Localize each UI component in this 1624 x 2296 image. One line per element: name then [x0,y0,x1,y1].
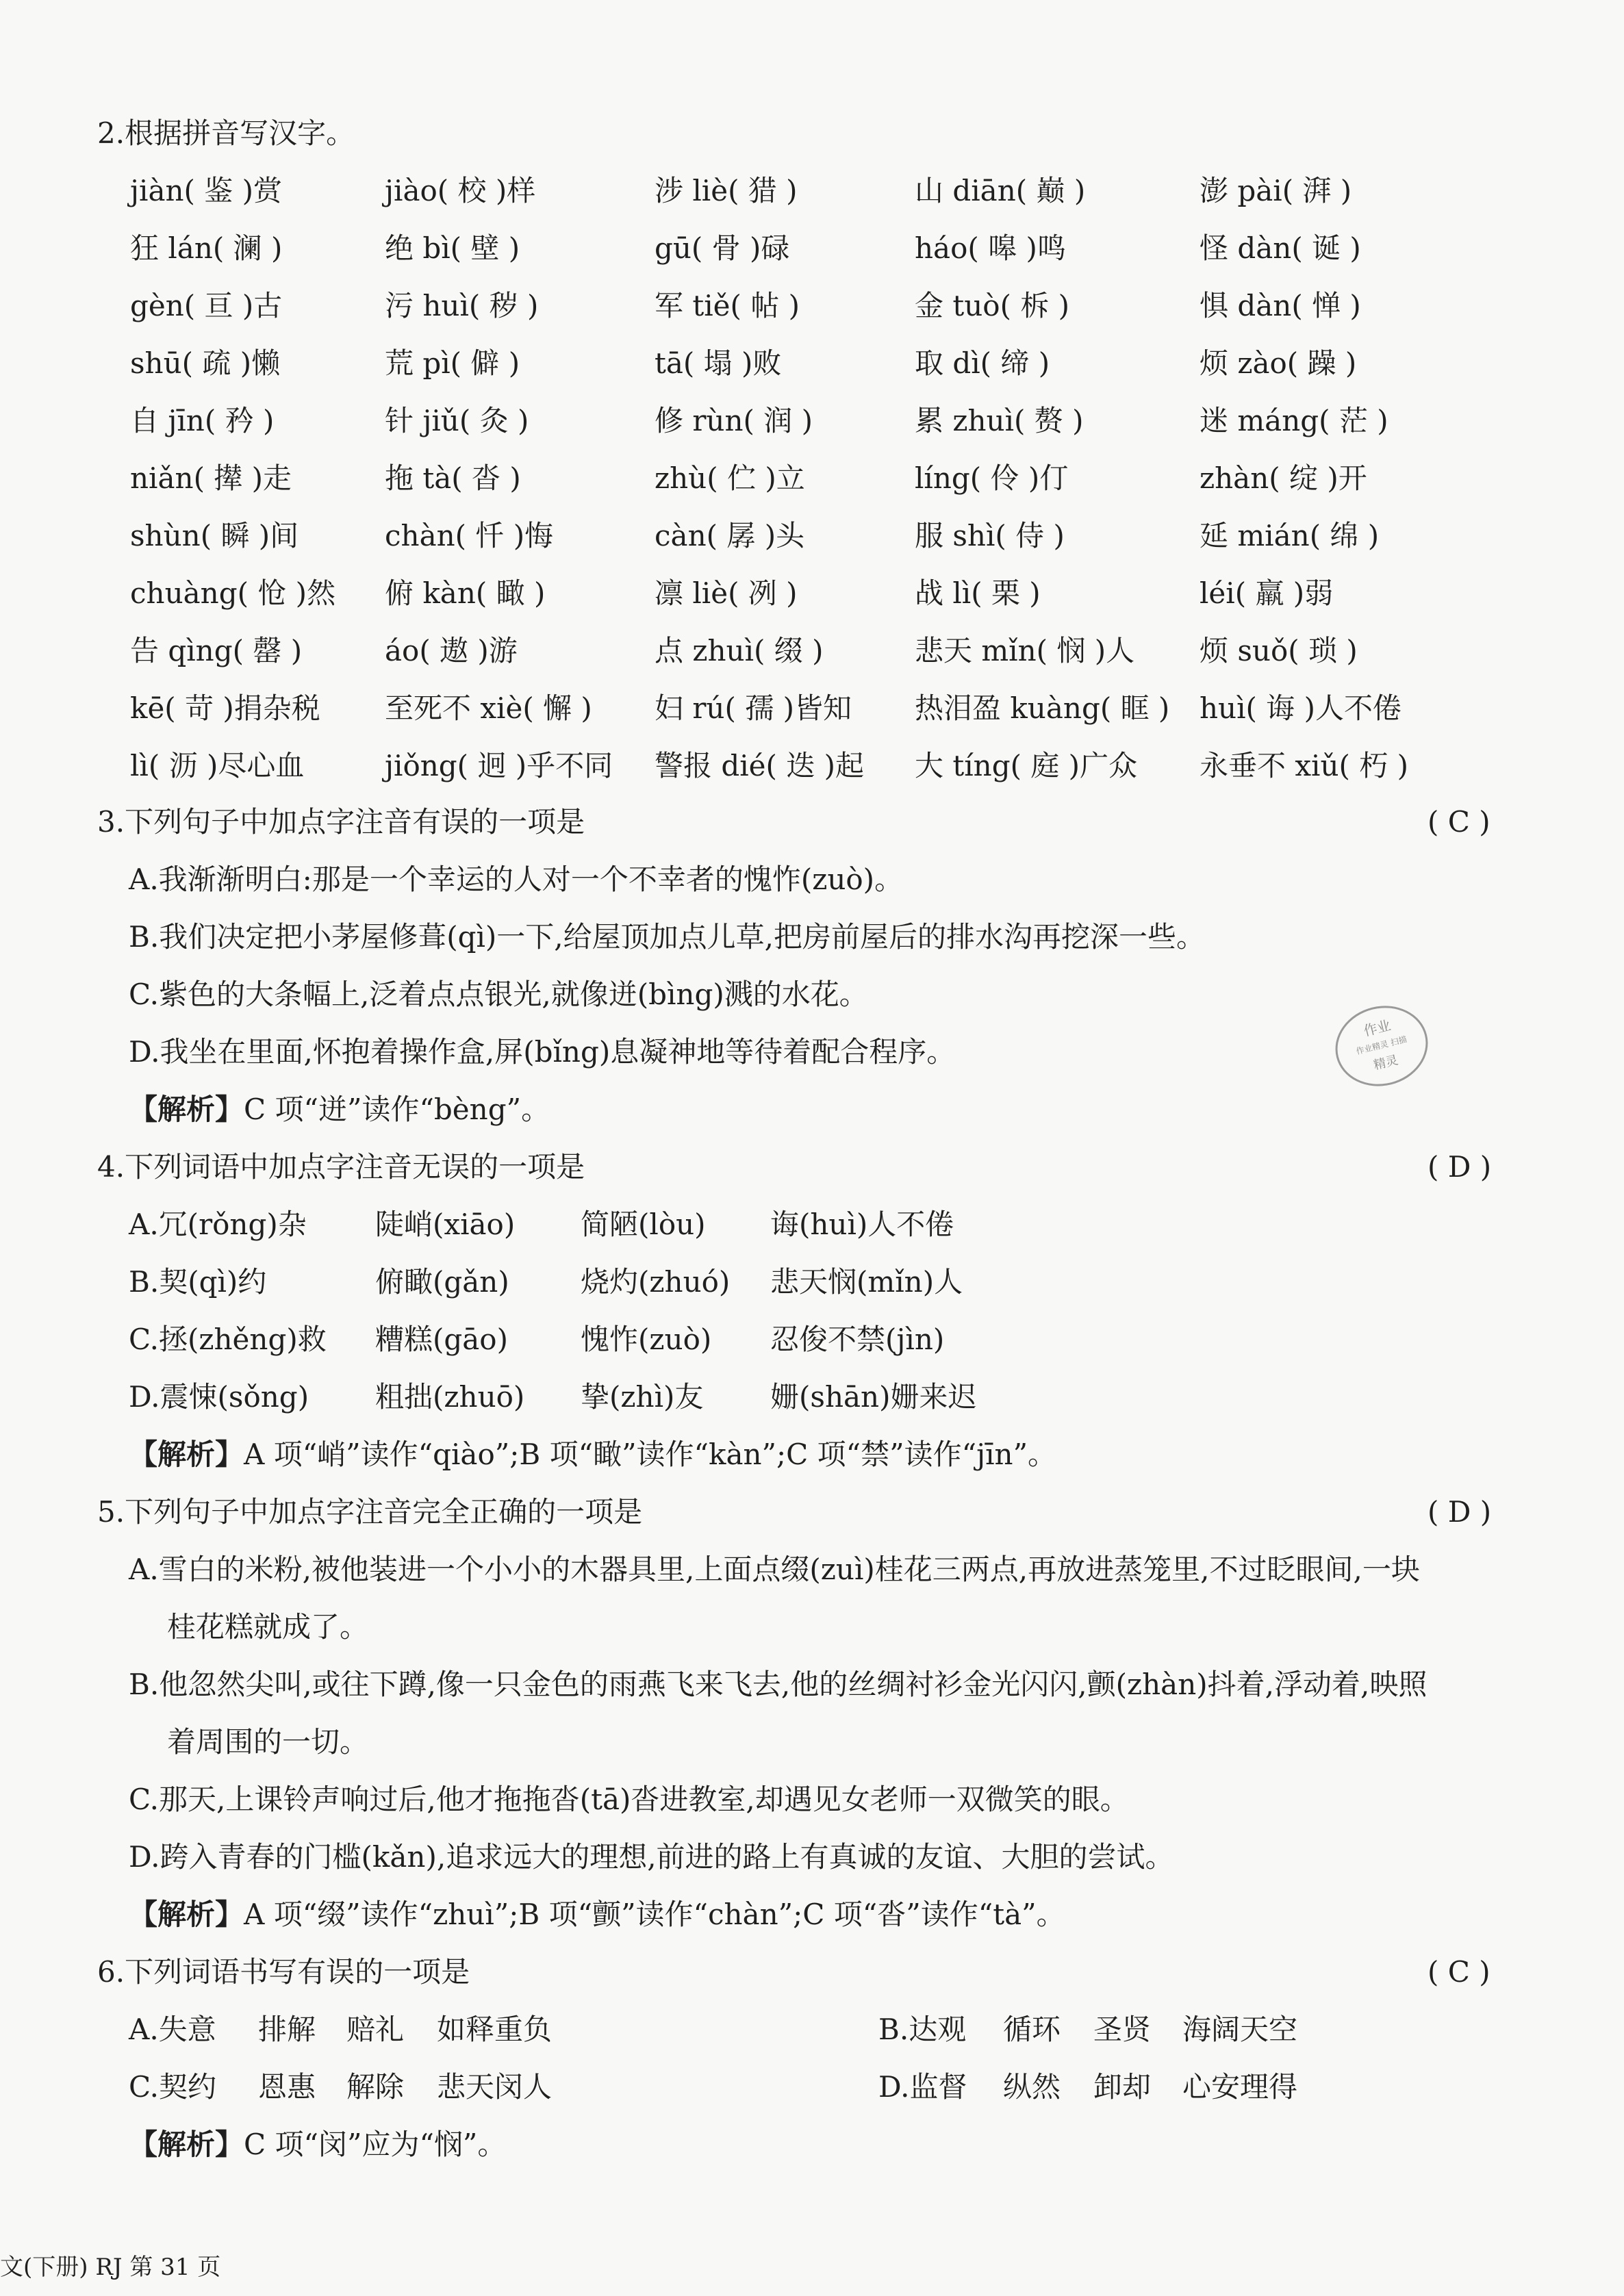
pinyin-item: 服 shì( 侍 ) [915,519,1065,552]
pinyin-item: 烦 zào( 躁 ) [1200,346,1357,380]
q3-option-d: D.我坐在里面,怀抱着操作盒,屏(bǐng)息凝神地等待着配合程序。 [129,1035,956,1069]
q6-option-item: B.达观 [878,2013,967,2046]
pinyin-item: 惧 dàn( 惮 ) [1200,289,1361,322]
pinyin-item: 凛 liè( 冽 ) [655,576,798,610]
pinyin-item: 告 qìng( 罄 ) [130,634,303,667]
pinyin-item: háo( 嗥 )鸣 [915,231,1066,265]
q4-analysis-text: A 项“峭”读作“qiào”;B 项“瞰”读作“kàn”;C 项“禁”读作“jīn”。 [244,1438,1057,1471]
q6-option-item: 赔礼 [346,2013,405,2046]
q3-title: 3.下列句子中加点字注音有误的一项是 [97,805,585,839]
pinyin-item: chàn( 忏 )悔 [385,519,554,552]
q4-option-item: D.震悚(sǒng) [129,1380,309,1414]
q3-option-c: C.紫色的大条幅上,泛着点点银光,就像迸(bìng)溅的水花。 [129,978,868,1011]
q5-option-b-line2: 着周围的一切。 [167,1725,369,1759]
pinyin-item: tā( 塌 )败 [655,346,782,380]
q5-analysis-tag: 【解析】 [129,1898,244,1931]
q4-option-item: 烧灼(zhuó) [581,1265,731,1299]
q6-option-item: 圣贤 [1093,2013,1152,2046]
pinyin-item: 狂 lán( 澜 ) [130,231,283,265]
pinyin-item: shū( 疏 )懒 [130,346,281,380]
q6-answer: ( C ) [1428,1955,1490,1989]
pinyin-item: 修 rùn( 润 ) [655,404,813,437]
q3-analysis-tag: 【解析】 [129,1093,244,1126]
q6-analysis-text: C 项“闵”应为“悯”。 [244,2128,507,2161]
q5-option-a-line1: A.雪白的米粉,被他装进一个小小的木器具里,上面点缀(zuì)桂花三两点,再放进蒸笼里,不过眨眼间,一块 [129,1553,1420,1586]
q6-option-item: 纵然 [1003,2070,1061,2104]
pinyin-item: léi( 羸 )弱 [1200,576,1334,610]
q4-option-item: 俯瞰(gǎn) [375,1265,509,1299]
pinyin-item: càn( 孱 )头 [655,519,805,552]
pinyin-item: 针 jiǔ( 灸 ) [385,404,529,437]
pinyin-item: 警报 dié( 迭 )起 [655,749,864,782]
q6-option-item: 解除 [346,2070,405,2104]
pinyin-item: shùn( 瞬 )间 [130,519,299,552]
pinyin-item: 俯 kàn( 瞰 ) [385,576,546,610]
q6-title: 6.下列词语书写有误的一项是 [97,1955,470,1989]
q4-option-item: 忍俊不禁(jìn) [770,1323,945,1356]
pinyin-item: huì( 诲 )人不倦 [1200,691,1402,725]
pinyin-item: 至死不 xiè( 懈 ) [385,691,592,725]
pinyin-item: 延 mián( 绵 ) [1200,519,1380,552]
q4-option-item: 姗(shān)姗来迟 [770,1380,977,1414]
q4-option-item: 粗拙(zhuō) [375,1380,525,1414]
pinyin-item: 拖 tà( 沓 ) [385,461,521,495]
pinyin-item: kē( 苛 )捐杂税 [130,691,320,725]
page-footer: 文(下册) RJ 第 31 页 [0,2254,221,2281]
pinyin-item: 悲天 mǐn( 悯 )人 [915,634,1135,667]
q4-title: 4.下列词语中加点字注音无误的一项是 [97,1150,585,1184]
q5-option-d: D.跨入青春的门槛(kǎn),追求远大的理想,前进的路上有真诚的友谊、大胆的尝试。 [129,1840,1174,1874]
q5-analysis-text: A 项“缀”读作“zhuì”;B 项“颤”读作“chàn”;C 项“沓”读作“tà”。 [244,1898,1065,1931]
q5-option-b-line1: B.他忽然尖叫,或往下蹲,像一只金色的雨燕飞来飞去,他的丝绸衬衫金光闪闪,颤(zhàn)抖着,浮动着,映照 [129,1668,1428,1701]
homework-stamp-logo: 作业 作业精灵 扫描 精灵 [1327,996,1436,1095]
q4-option-item: B.契(qì)约 [129,1265,267,1299]
q6-option-item: 如释重负 [437,2013,553,2046]
pinyin-item: 军 tiě( 帖 ) [655,289,800,322]
q6-option-item: D.监督 [878,2070,967,2104]
pinyin-item: jiào( 校 )样 [385,174,536,207]
q6-option-item: 海阔天空 [1182,2013,1298,2046]
q4-analysis [129,1435,1056,1475]
pinyin-item: gū( 骨 )碌 [655,231,790,265]
pinyin-item: 山 diān( 巅 ) [915,174,1086,207]
q6-option-item: 心安理得 [1182,2070,1298,2104]
q6-option-item: 悲天闵人 [437,2070,553,2104]
q3-option-a: A.我渐渐明白:那是一个幸运的人对一个不幸者的愧怍(zuò)。 [129,863,904,896]
pinyin-item: 荒 pì( 僻 ) [385,346,520,380]
q6-option-item: 循环 [1003,2013,1061,2046]
pinyin-item: 热泪盈 kuàng( 眶 ) [915,691,1170,725]
pinyin-item: chuàng( 怆 )然 [130,576,336,610]
q5-answer: ( D ) [1428,1495,1492,1529]
pinyin-item: 污 huì( 秽 ) [385,289,539,322]
pinyin-item: 取 dì( 缔 ) [915,346,1050,380]
pinyin-item: 累 zhuì( 赘 ) [915,404,1084,437]
pinyin-item: 绝 bì( 壁 ) [385,231,520,265]
q4-option-item: 糟糕(gāo) [375,1323,508,1356]
q4-option-item: 简陋(lòu) [581,1208,706,1241]
pinyin-item: 金 tuò( 柝 ) [915,289,1070,322]
q5-option-c: C.那天,上课铃声响过后,他才拖拖沓(tā)沓进教室,却遇见女老师一双微笑的眼。 [129,1783,1129,1816]
pinyin-item: 点 zhuì( 缀 ) [655,634,824,667]
q5-title: 5.下列句子中加点字注音完全正确的一项是 [97,1495,643,1529]
q4-option-item: 愧怍(zuò) [581,1323,712,1356]
pinyin-item: gèn( 亘 )古 [130,289,283,322]
q6-option-item: 卸却 [1093,2070,1152,2104]
q3-answer: ( C ) [1428,805,1490,839]
pinyin-item: 自 jīn( 矜 ) [130,404,275,437]
q3-analysis-text: C 项“迸”读作“bèng”。 [244,1093,550,1126]
q4-option-item: 陡峭(xiāo) [375,1208,516,1241]
pinyin-item: 怪 dàn( 诞 ) [1200,231,1361,265]
pinyin-item: áo( 遨 )游 [385,634,518,667]
q4-option-item: A.冗(rǒng)杂 [129,1208,307,1241]
q4-option-item: 挚(zhì)友 [581,1380,704,1414]
pinyin-item: 烦 suǒ( 琐 ) [1200,634,1358,667]
q6-option-item: C.契约 [129,2070,216,2104]
q6-option-item: A.失意 [129,2013,216,2046]
q3-option-b: B.我们决定把小茅屋修葺(qì)一下,给屋顶加点儿草,把房前屋后的排水沟再挖深一些。 [129,920,1206,954]
pinyin-item: 战 lì( 栗 ) [915,576,1041,610]
q4-option-item: 悲天悯(mǐn)人 [770,1265,963,1299]
pinyin-item: jiǒng( 迥 )乎不同 [385,749,613,782]
q5-analysis [129,1895,1065,1935]
pinyin-item: jiàn( 鉴 )赏 [130,174,283,207]
q4-analysis-tag: 【解析】 [129,1438,244,1471]
pinyin-item: 涉 liè( 猎 ) [655,174,798,207]
pinyin-item: 迷 máng( 茫 ) [1200,404,1388,437]
q4-answer: ( D ) [1428,1150,1492,1184]
pinyin-item: 永垂不 xiǔ( 朽 ) [1200,749,1408,782]
pinyin-item: niǎn( 撵 )走 [130,461,292,495]
pinyin-item: 澎 pài( 湃 ) [1200,174,1352,207]
pinyin-item: 妇 rú( 孺 )皆知 [655,691,852,725]
q2-title: 2.根据拼音写汉字。 [97,116,355,150]
pinyin-item: zhàn( 绽 )开 [1200,461,1367,495]
pinyin-item: zhù( 伫 )立 [655,461,805,495]
q6-option-item: 恩惠 [258,2070,316,2104]
q3-analysis [129,1090,550,1130]
q4-option-item: 诲(huì)人不倦 [770,1208,954,1241]
q6-analysis [129,2125,506,2165]
q5-option-a-line2: 桂花糕就成了。 [167,1610,369,1644]
pinyin-item: lì( 沥 )尽心血 [130,749,305,782]
pinyin-item: líng( 伶 )仃 [915,461,1069,495]
q6-analysis-tag: 【解析】 [129,2128,244,2161]
pinyin-item: 大 tíng( 庭 )广众 [915,749,1138,782]
q6-option-item: 排解 [258,2013,316,2046]
q4-option-item: C.拯(zhěng)救 [129,1323,327,1356]
